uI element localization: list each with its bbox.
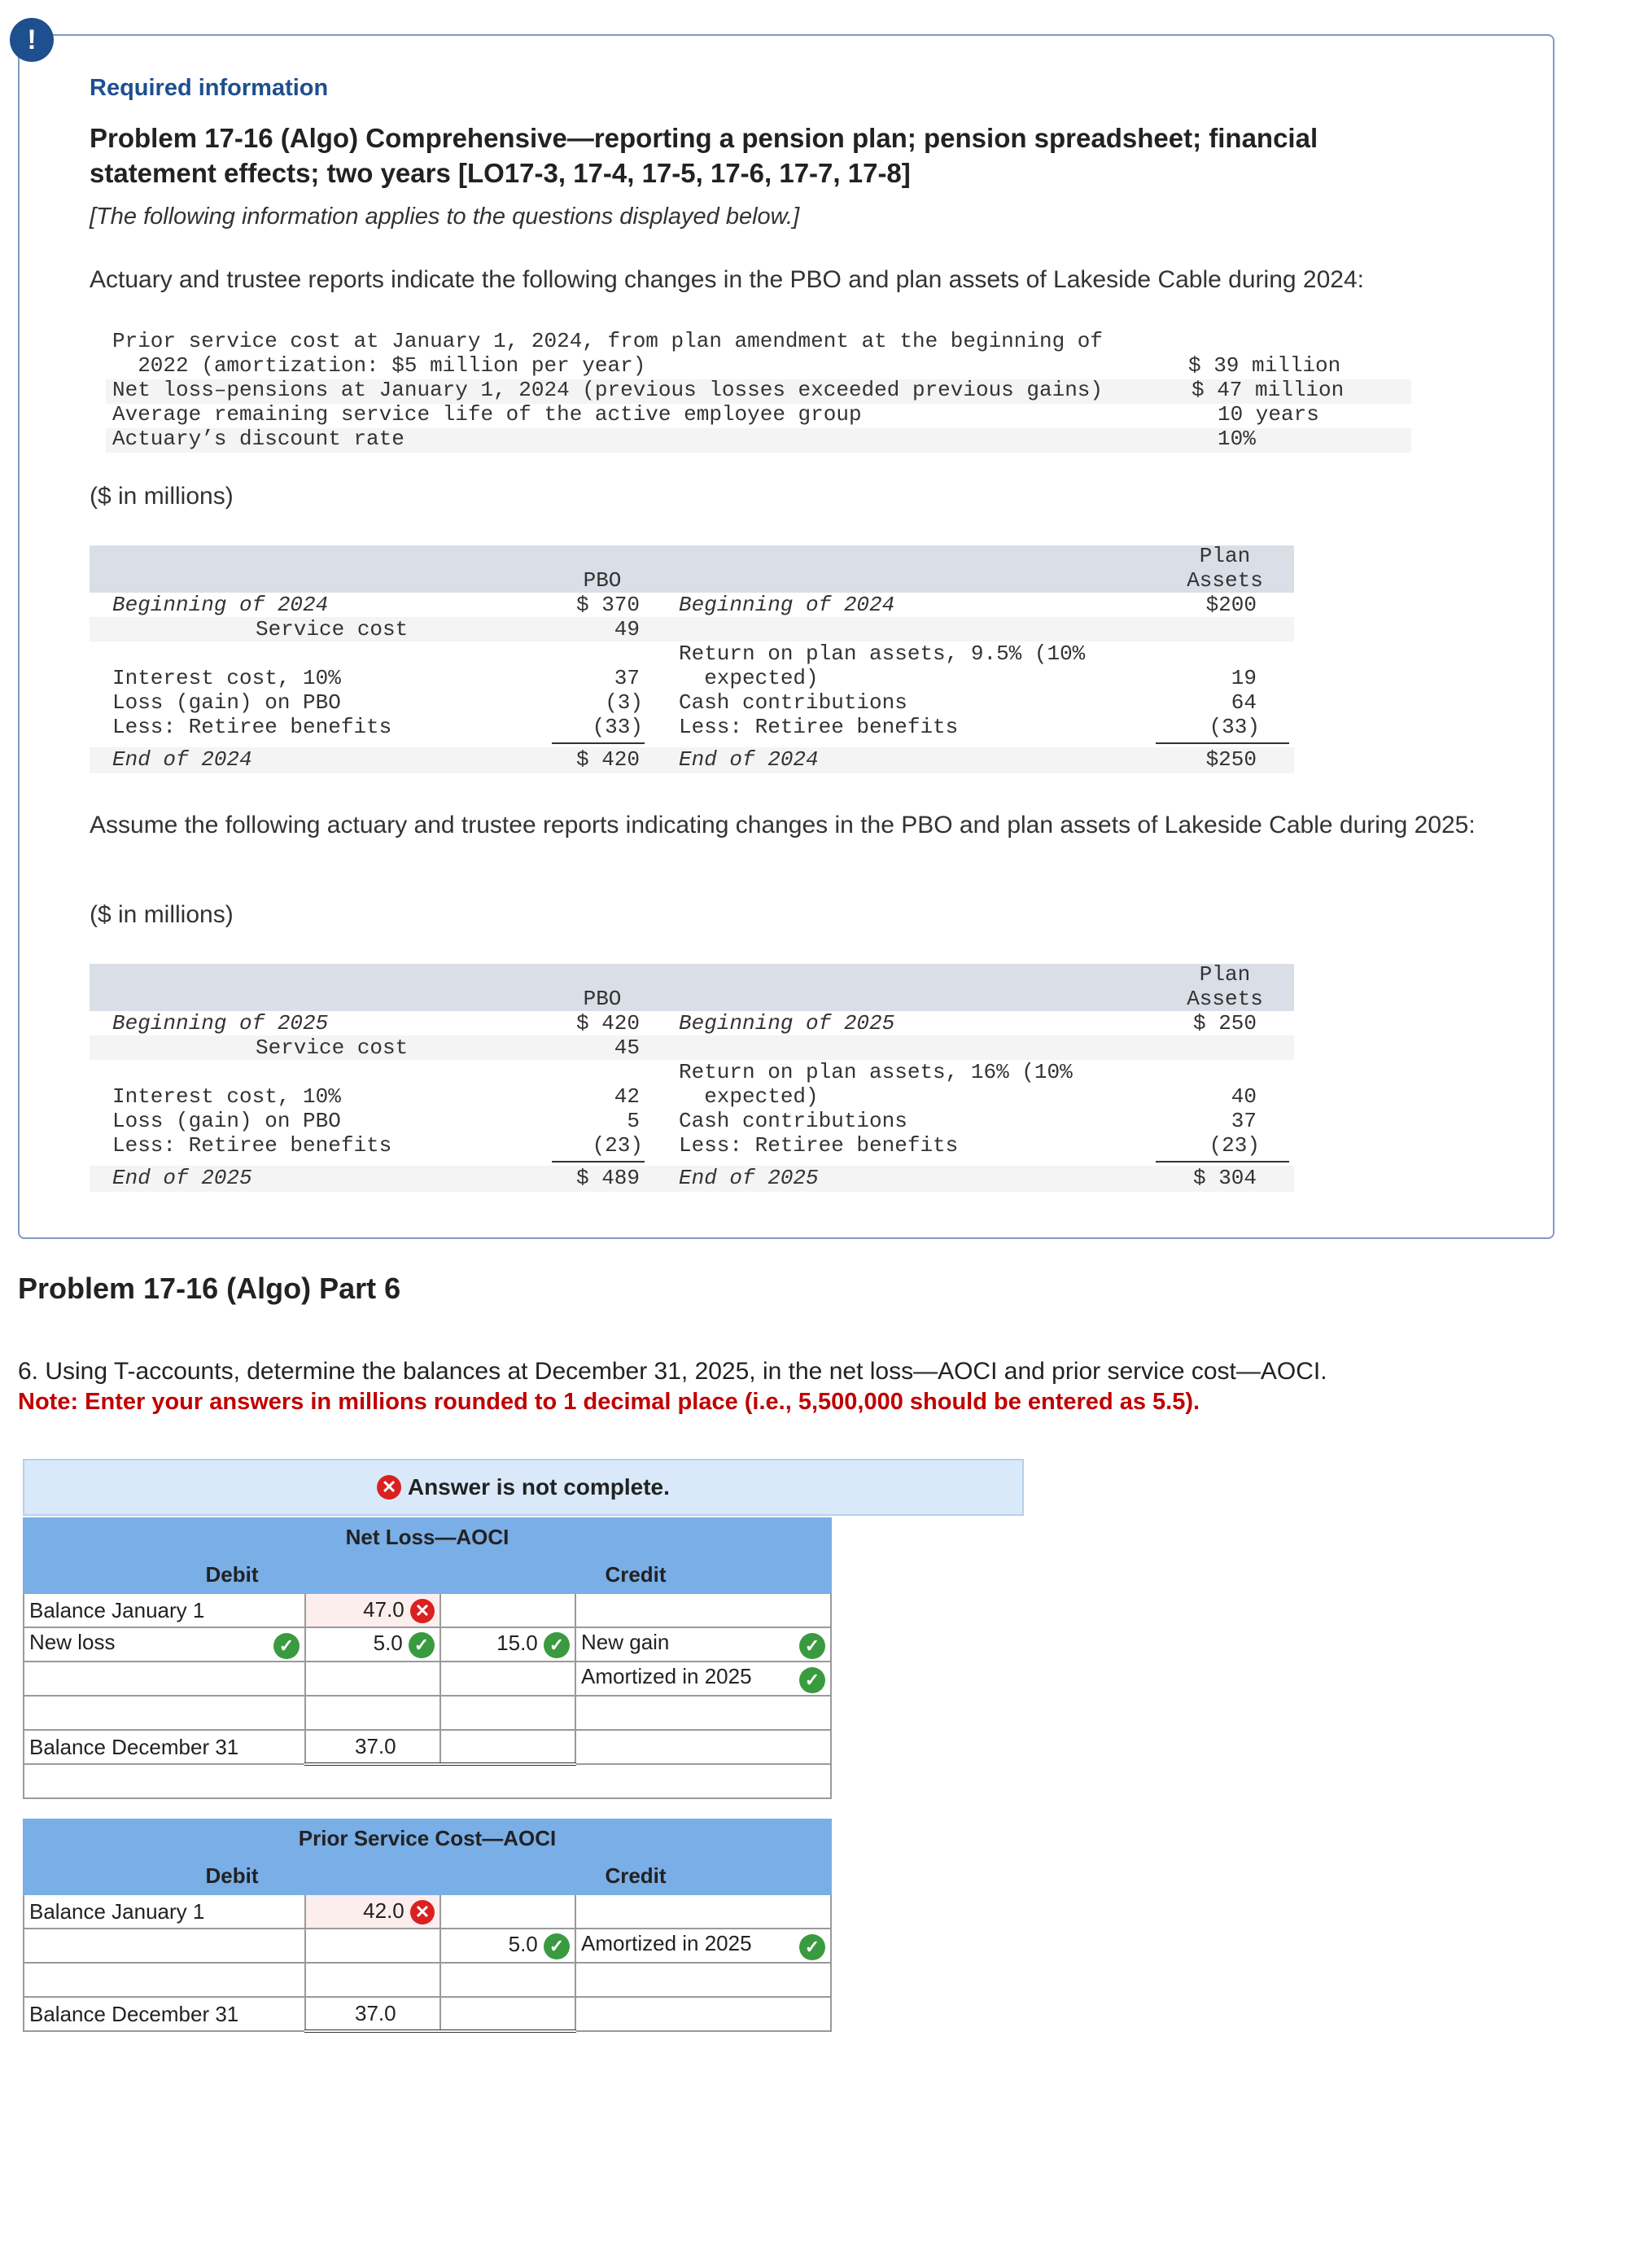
answer-status-banner: [23, 1459, 1024, 1516]
loss-gain-label: Loss (gain) on PBO: [112, 1109, 341, 1133]
cash-contrib-value: 64: [1231, 690, 1257, 715]
banner-text: Answer is not complete.: [407, 1474, 670, 1500]
assets-beginning-label: Beginning of 2025: [679, 1011, 895, 1035]
correct-icon: ✓: [799, 1633, 825, 1659]
info-note: [The following information applies to the questions displayed below.]: [90, 204, 800, 230]
debit-label-cell[interactable]: [24, 1662, 305, 1696]
required-info-label: Required information: [90, 75, 329, 101]
pbo-beginning-value: $ 420: [575, 1011, 640, 1035]
amortized-amount-input[interactable]: [440, 1662, 575, 1696]
return-assets-value: 19: [1231, 666, 1257, 690]
interest-cost-value: 42: [614, 1084, 640, 1109]
debit-amount-cell[interactable]: [305, 1963, 440, 1997]
incorrect-icon: ✕: [410, 1900, 435, 1924]
credit-label-cell[interactable]: [575, 1696, 831, 1730]
interest-cost-label: Interest cost, 10%: [112, 1084, 341, 1109]
fact-service-life-value: 10 years: [1218, 402, 1319, 427]
new-loss-label: New loss: [29, 1630, 116, 1654]
debit-header: Debit: [24, 1556, 440, 1593]
balance-jan-label: Balance January 1: [29, 1898, 205, 1924]
pbo-end-label: End of 2025: [112, 1166, 252, 1190]
assets-end-label: End of 2025: [679, 1166, 819, 1190]
amortized-amount-input[interactable]: [440, 1929, 575, 1963]
correct-icon: ✓: [273, 1633, 300, 1659]
debit-amount-cell[interactable]: [305, 1696, 440, 1730]
credit-amount-cell[interactable]: [440, 1963, 575, 1997]
assets-beginning-value: $ 250: [1192, 1011, 1257, 1035]
credit-label-cell[interactable]: [575, 1894, 831, 1929]
service-cost-value: 45: [614, 1035, 640, 1060]
correct-icon: ✓: [544, 1933, 570, 1959]
new-loss-value: 5.0: [373, 1631, 403, 1656]
loss-gain-value: (3): [605, 690, 643, 715]
balance-dec-credit-cell: [440, 1997, 575, 2031]
assets-header-2025: Plan Assets: [1187, 962, 1263, 1011]
cash-contrib-label: Cash contributions: [679, 690, 907, 715]
debit-label-cell[interactable]: [24, 1627, 305, 1662]
assets-retiree-label: Less: Retiree benefits: [679, 715, 959, 739]
incorrect-icon: ✕: [410, 1599, 435, 1623]
return-assets-value: 40: [1231, 1084, 1257, 1109]
debit-header: Debit: [24, 1857, 440, 1894]
pbo-beginning-label: Beginning of 2025: [112, 1011, 329, 1035]
interest-cost-value: 37: [614, 666, 640, 690]
assets-end-value: $ 304: [1192, 1166, 1257, 1190]
correct-icon: ✓: [544, 1632, 570, 1658]
balance-jan-value: 47.0: [363, 1596, 404, 1622]
retiree-benefits-label: Less: Retiree benefits: [112, 715, 392, 739]
empty-cell: [575, 1997, 831, 2031]
balance-dec-label: Balance December 31: [24, 1997, 305, 2031]
pbo-end-value: $ 489: [575, 1166, 640, 1190]
balance-dec-label: Balance December 31: [24, 1730, 305, 1764]
credit-label-cell[interactable]: [575, 1627, 831, 1662]
net-loss-t-account: [23, 1517, 832, 1799]
correct-icon: ✓: [799, 1934, 825, 1960]
amortized-value: 5.0: [508, 1932, 538, 1957]
fact-discount-rate-label: Actuary’s discount rate: [112, 427, 404, 451]
pbo-end-label: End of 2024: [112, 747, 252, 772]
question-text: 6. Using T-accounts, determine the balances at December 31, 2025, in the net loss—AOCI and prior service cost—AOCI.: [18, 1358, 1327, 1385]
pbo-beginning-label: Beginning of 2024: [112, 593, 329, 617]
credit-amount-cell[interactable]: [440, 1696, 575, 1730]
correct-icon: ✓: [799, 1667, 825, 1693]
loss-gain-label: Loss (gain) on PBO: [112, 690, 341, 715]
credit-amount-cell[interactable]: [440, 1593, 575, 1627]
pbo-end-value: $ 420: [575, 747, 640, 772]
amortized-label: Amortized in 2025: [581, 1931, 752, 1955]
alert-icon: !: [10, 18, 54, 62]
credit-header: Credit: [440, 1556, 831, 1593]
assets-beginning-label: Beginning of 2024: [679, 593, 895, 617]
service-cost-label: Service cost: [256, 1035, 409, 1060]
fact-discount-rate-value: 10%: [1218, 427, 1256, 451]
debit-amount-cell[interactable]: [305, 1929, 440, 1963]
intro-text: Actuary and trustee reports indicate the following changes in the PBO and plan assets of Lakeside Cable during 2024:: [90, 266, 1364, 293]
balance-dec-value: 37.0: [305, 1730, 440, 1764]
correct-icon: ✓: [409, 1632, 435, 1658]
retiree-benefits-label: Less: Retiree benefits: [112, 1133, 392, 1158]
loss-gain-value: 5: [627, 1109, 640, 1133]
fact-net-loss-value: $ 47 million: [1192, 378, 1345, 402]
new-gain-label: New gain: [581, 1630, 670, 1654]
pbo-header-2024: PBO: [583, 568, 622, 593]
interest-cost-label: Interest cost, 10%: [112, 666, 341, 690]
answer-note: Note: Enter your answers in millions rounded to 1 decimal place (i.e., 5,500,000 should be entered as 5.5).: [18, 1389, 1200, 1415]
retiree-benefits-value: (23): [592, 1133, 643, 1158]
t-account-title: Net Loss—AOCI: [24, 1518, 831, 1556]
assets-retiree-value: (23): [1209, 1133, 1260, 1158]
assume-text: Assume the following actuary and trustee reports indicating changes in the PBO and plan assets of Lakeside Cable during 2025:: [90, 812, 1476, 838]
credit-header: Credit: [440, 1857, 831, 1894]
balance-jan-input[interactable]: [305, 1894, 440, 1929]
fact-net-loss-label: Net loss–pensions at January 1, 2024 (previous losses exceeded previous gains): [112, 378, 1103, 402]
incorrect-icon: ✕: [377, 1475, 401, 1500]
amortized-label: Amortized in 2025: [581, 1664, 752, 1688]
new-loss-input[interactable]: [305, 1627, 440, 1662]
debit-label-cell[interactable]: [24, 1963, 305, 1997]
assets-end-label: End of 2024: [679, 747, 819, 772]
empty-cell: [575, 1730, 831, 1764]
debit-label-cell[interactable]: [24, 1696, 305, 1730]
fact-prior-service-value: $ 39 million: [1188, 353, 1341, 378]
in-millions-label-2025: ($ in millions): [90, 901, 234, 928]
prior-service-cost-t-account: [23, 1819, 832, 2033]
new-gain-value: 15.0: [496, 1631, 538, 1656]
fact-prior-service-label: Prior service cost at January 1, 2024, from plan amendment at the beginning of 2022 (amortization: $5 million per year): [112, 329, 1103, 378]
credit-label-cell[interactable]: [575, 1593, 831, 1627]
balance-jan-value: 42.0: [363, 1898, 404, 1923]
balance-jan-label: Balance January 1: [29, 1597, 205, 1622]
credit-label-cell[interactable]: [575, 1662, 831, 1696]
spacer-row: [24, 1764, 831, 1798]
return-assets-label: Return on plan assets, 16% (10% expected): [679, 1060, 1073, 1109]
balance-jan-input[interactable]: [305, 1593, 440, 1627]
debit-label-cell[interactable]: [24, 1894, 305, 1929]
balance-dec-credit-cell: [440, 1730, 575, 1764]
pbo-beginning-value: $ 370: [575, 593, 640, 617]
problem-title: Problem 17-16 (Algo) Comprehensive—reporting a pension plan; pension spreadsheet; financial statement effects; two years [LO17-3, 17-4, 17-5, 17-6, 17-7, 17-8]: [90, 123, 1318, 188]
debit-label-cell[interactable]: [24, 1929, 305, 1963]
service-cost-value: 49: [614, 617, 640, 641]
cash-contrib-label: Cash contributions: [679, 1109, 907, 1133]
assets-beginning-value: $200: [1205, 593, 1257, 617]
fact-service-life-label: Average remaining service life of the active employee group: [112, 402, 862, 427]
credit-label-cell[interactable]: [575, 1929, 831, 1963]
retiree-benefits-value: (33): [592, 715, 643, 739]
debit-label-cell[interactable]: [24, 1593, 305, 1627]
credit-amount-cell[interactable]: [440, 1894, 575, 1929]
assets-retiree-value: (33): [1209, 715, 1260, 739]
assets-header-2024: Plan Assets: [1187, 544, 1263, 593]
assets-retiree-label: Less: Retiree benefits: [679, 1133, 959, 1158]
pbo-header-2025: PBO: [583, 987, 622, 1011]
balance-dec-value: 37.0: [305, 1997, 440, 2031]
t-account-title: Prior Service Cost—AOCI: [24, 1819, 831, 1857]
in-millions-label: ($ in millions): [90, 483, 234, 510]
service-cost-label: Service cost: [256, 617, 409, 641]
debit-amount-cell[interactable]: [305, 1662, 440, 1696]
credit-label-cell[interactable]: [575, 1963, 831, 1997]
assets-end-value: $250: [1205, 747, 1257, 772]
cash-contrib-value: 37: [1231, 1109, 1257, 1133]
new-gain-input[interactable]: [440, 1627, 575, 1662]
part-title: Problem 17-16 (Algo) Part 6: [18, 1272, 401, 1305]
return-assets-label: Return on plan assets, 9.5% (10% expected): [679, 641, 1086, 690]
